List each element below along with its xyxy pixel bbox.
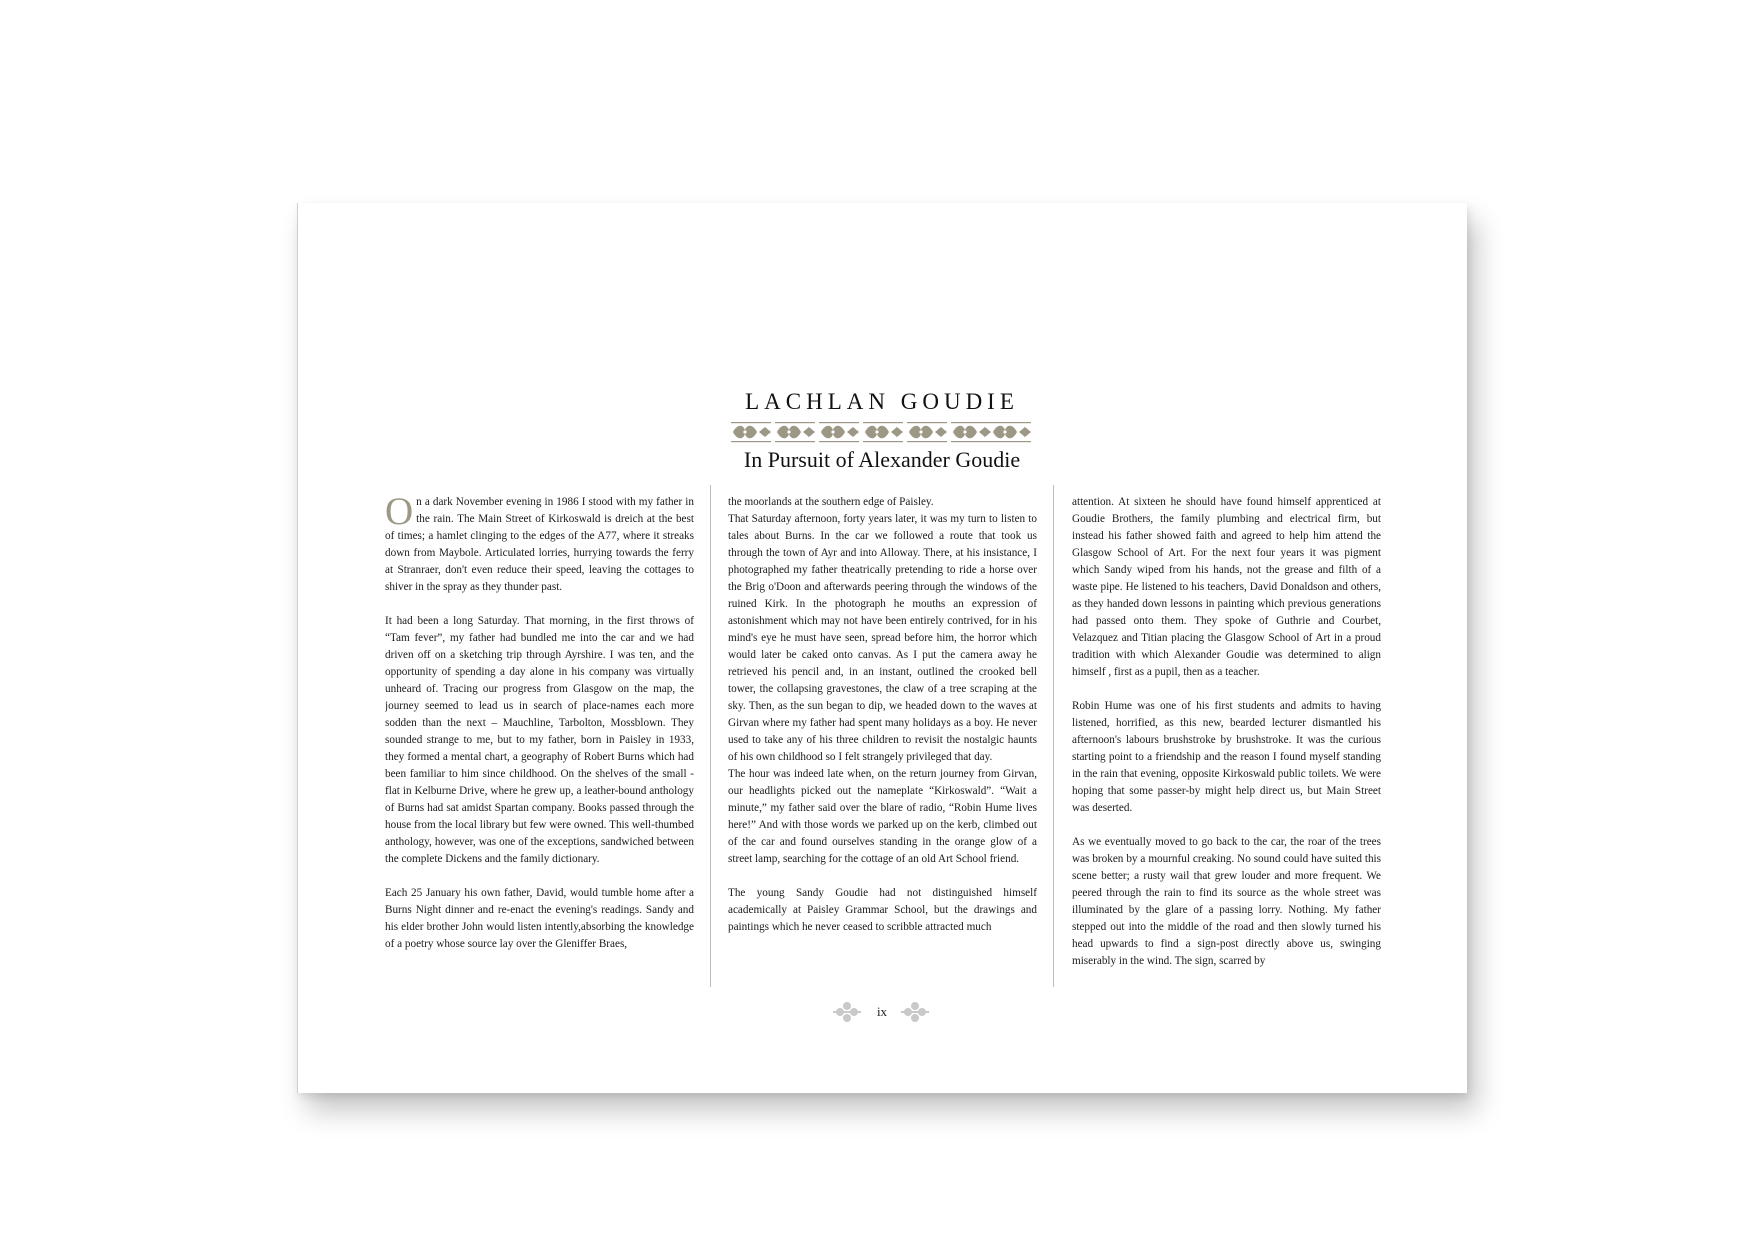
column-divider [1053, 485, 1054, 987]
paragraph: Robin Hume was one of his first students and admits to having listened, horrified, as this new, bearded lecturer dismantled his afternoon's labours brushstroke by brushstroke. It was the curious starting point to a friendship and the reason I found myself standing in the rain that evening, opposite Kirkoswald public toilets. We were hoping that some passer-by might help direct us, but Main Street was deserted. [1072, 700, 1381, 814]
essay-title: In Pursuit of Alexander Goudie [743, 447, 1021, 472]
paragraph: The young Sandy Goudie had not distinguished himself academically at Paisley Grammar School, but the drawings and paintings which he never ceased to scribble attracted much [728, 887, 1037, 933]
text-column-3 [1072, 494, 1381, 984]
paragraph: Each 25 January his own father, David, would tumble home after a Burns Night dinner and re-enact the evening's readings. Sandy and his elder brother John would listen intently,absorbing the knowledge of a poetry whose source lay over the Gleniffer Braes, [385, 887, 694, 950]
paragraph: attention. At sixteen he should have found himself apprenticed at Goudie Brothers, the family plumbing and electrical firm, but instead his father showed faith and agreed to help him attend the Glasgow School of Art. For the next four years it was pigment which Sandy wiped from his hands, not the grease and filth of a waste pipe. He listened to his teachers, David Donaldson and others, as they handed down lessons in painting which previous generations had passed onto them. They spoke of Guthrie and Courbet, Velazquez and Titian placing the Glasgow School of Art in a proud tradition with which Alexander Goudie was determined to align himself , first as a pupil, then as a teacher. [1072, 496, 1381, 678]
author-name: LACHLAN GOUDIE [745, 389, 1019, 414]
paragraph: the moorlands at the southern edge of Paisley. [728, 496, 934, 508]
column-divider [710, 485, 711, 987]
paragraph: As we eventually moved to go back to the car, the roar of the trees was broken by a mournful creaking. No sound could have suited this scene better; a rusty wail that grew louder and more frequent. We peered through the rain to find its source as the whole street was illuminated by the glare of a passing lorry. Nothing. My father stepped out into the middle of the road and then slowly turned his head upwards to find a sign-post directly above us, swinging miserably in the wind. The sign, scarred by [1072, 836, 1381, 967]
fleuron-icon [901, 1001, 929, 1023]
paragraph: It had been a long Saturday. That morning, in the first throws of “Tam fever”, my father had bundled me into the car and we had driven off on a sketching trip through Ayrshire. I was ten, and the opportunity of spending a day alone in his company was virtually unheard of. Tracing our progress from Glasgow on the map, the journey seemed to lead us in search of place-names each more sodden than the next – Mauchline, Tarbolton, Mossblown. They sounded strange to me, but to my father, born in Paisley in 1933, they formed a mental chart, a geography of Robert Burns which had been familiar to him since childhood. On the shelves of the small - flat in Kelburne Drive, where he grew up, a leather-bound anthology of Burns had sat amidst Spartan company. Books passed through the house from the local library but few were owned. This well-thumbed anthology, however, was one of the exceptions, sandwiched between the complete Dickens and the family dictionary. [385, 615, 694, 865]
paragraph: That Saturday afternoon, forty years later, it was my turn to listen to tales about Burns. In the car we followed a route that took us through the town of Ayr and into Alloway. There, at his insistance, I photographed my father theatrically pretending to ride a horse over the Brig o'Doon and afterwards peering through the windows of the ruined Kirk. In the photograph he mouths an expression of astonishment which may not have been entirely contrived, for in his mind's eye he must have seen, spread before him, the horror which would later be caked onto canvas. As I put the camera away he retrieved his pencil and, in an instant, outlined the crooked bell tower, the collapsing gravestones, the claw of a tree scraping at the sky. Then, as the sun began to dip, we headed down to the waves at Girvan where my father had spent many holidays as a boy. He never used to take any of his three children to revisit the nostalgic haunts of his own childhood so I felt strangely privileged that day. [728, 513, 1037, 763]
page-number: ix [876, 1004, 888, 1019]
text-column-2 [728, 494, 1037, 984]
paragraph: The hour was indeed late when, on the return journey from Girvan, our headlights picked out the nameplate “Kirkoswald”. “Wait a minute,” my father said over the blare of radio, “Robin Hume lives here!” And with those words we parked up on the kerb, climbed out of the car and found ourselves standing in the orange glow of a street lamp, searching for the cottage of an old Art School friend. [728, 768, 1037, 865]
book-page [297, 203, 1467, 1093]
decorative-ornament-band [729, 418, 1033, 446]
drop-cap: O [385, 494, 414, 533]
paragraph: On a dark November evening in 1986 I stood with my father in the rain. The Main Street of Kirkoswald is dreich at the best of times; a hamlet clinging to the edges of the A77, where it streaks down from Maybole. Articulated lorries, hurrying towards the ferry at Stranraer, don't even reduce their speed, leaving the cottages to shiver in the spray as they thunder past. [385, 494, 694, 593]
text-column-1 [385, 494, 694, 984]
